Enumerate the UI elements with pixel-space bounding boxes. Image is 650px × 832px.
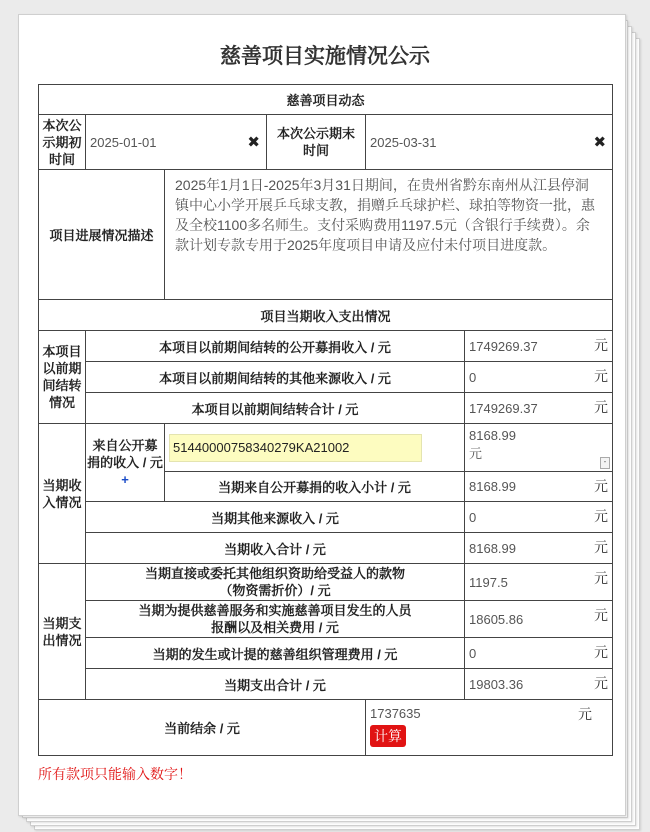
- expense-direct-amount[interactable]: [465, 564, 613, 601]
- amount-value: 8168.99: [469, 479, 516, 494]
- unit-label: 元: [594, 337, 609, 353]
- period-end-field[interactable]: [366, 115, 613, 170]
- calculate-button[interactable]: 计算: [370, 725, 406, 747]
- prior-total-label: 本项目以前期间结转合计 / 元: [86, 393, 465, 424]
- close-icon[interactable]: ✖: [593, 134, 607, 151]
- unit-label: 元: [594, 539, 609, 555]
- amount-value: 1737635: [370, 706, 421, 721]
- prior-group-label: 本项目以前期间结转情况: [39, 331, 86, 424]
- income-public-label-text: 来自公开募捐的收入 / 元: [87, 438, 163, 470]
- expense-total-amount[interactable]: [465, 669, 613, 700]
- amount-value: 8168.99: [469, 540, 516, 556]
- income-total-amount[interactable]: [465, 533, 613, 564]
- section-header-finance: 项目当期收入支出情况: [39, 300, 613, 331]
- amount-value: 18605.86: [469, 611, 524, 627]
- expense-direct-label: 当期直接或委托其他组织资助给受益人的款物（物资需折价）/ 元: [86, 564, 465, 601]
- income-group-label: 当期收入情况: [39, 424, 86, 564]
- period-start-label: 本次公示期初时间: [39, 115, 86, 170]
- unit-label: 元: [594, 675, 609, 691]
- amount-value: 0: [469, 645, 477, 661]
- prior-other-label: 本项目以前期间结转的其他来源收入 / 元: [86, 362, 465, 393]
- collapse-toggle[interactable]: -: [600, 457, 610, 469]
- expense-staff-label: 当期为提供慈善服务和实施慈善项目发生的人员报酬以及相关费用 / 元: [86, 601, 465, 638]
- prior-public-label: 本项目以前期间结转的公开募捐收入 / 元: [86, 331, 465, 362]
- income-public-code-cell: [165, 424, 465, 472]
- prior-total-amount[interactable]: [465, 393, 613, 424]
- page-title: 慈善项目实施情况公示: [220, 45, 430, 68]
- period-end-label: 本次公示期末时间: [267, 115, 366, 170]
- unit-label: 元: [594, 607, 609, 623]
- period-start-field[interactable]: [86, 115, 267, 170]
- progress-label: 项目进展情况描述: [39, 170, 165, 300]
- expense-total-label: 当期支出合计 / 元: [86, 669, 465, 700]
- income-public-subtotal-amount[interactable]: [465, 472, 613, 502]
- period-end-value: 2025-03-31: [370, 134, 437, 150]
- amount-value: 0: [469, 369, 477, 385]
- income-public-label: [86, 424, 165, 502]
- amount-value: 19803.36: [469, 676, 524, 692]
- section-header-dynamic: 慈善项目动态: [39, 85, 613, 115]
- expense-staff-amount[interactable]: [465, 601, 613, 638]
- unit-label: 元: [594, 368, 609, 384]
- unit-label: 元: [594, 644, 609, 660]
- charity-report-table: [38, 84, 613, 756]
- income-public-amount[interactable]: [465, 424, 613, 472]
- income-other-amount[interactable]: [465, 502, 613, 533]
- unit-label: 元: [578, 706, 593, 722]
- add-row-icon[interactable]: +: [121, 472, 129, 487]
- amount-value: 1749269.37: [469, 400, 538, 416]
- income-public-subtotal-label: 当期来自公开募捐的收入小计 / 元: [165, 472, 465, 502]
- fundraising-code-input[interactable]: 51440000758340279KA21002: [169, 434, 422, 462]
- income-total-label: 当期收入合计 / 元: [86, 533, 465, 564]
- period-start-value: 2025-01-01: [90, 134, 157, 150]
- amount-value: 0: [469, 509, 477, 525]
- unit-label: 元: [594, 478, 609, 494]
- progress-description[interactable]: 2025年1月1日-2025年3月31日期间，在贵州省黔东南州从江县停洞镇中心小学开展乒乓球支教，捐赠乒乓球护栏、球拍等物资一批，惠及全校1100多名师生。支付采购费用1197.5元（含银行手续费）。余款计划专款专用于2025年度项目申请及应付未付项目进度款。: [165, 170, 613, 300]
- expense-admin-amount[interactable]: [465, 638, 613, 669]
- balance-label: 当前结余 / 元: [39, 700, 366, 756]
- prior-other-amount[interactable]: [465, 362, 613, 393]
- amount-value: 8168.99: [469, 428, 516, 443]
- unit-label: 元: [594, 570, 609, 586]
- numeric-only-note: 所有款项只能输入数字！: [38, 766, 192, 782]
- expense-group-label: 当期支出情况: [39, 564, 86, 700]
- unit-label: 元: [594, 508, 609, 524]
- unit-label: 元: [469, 446, 483, 461]
- amount-value: 1197.5: [469, 574, 508, 590]
- prior-public-amount[interactable]: [465, 331, 613, 362]
- close-icon[interactable]: ✖: [247, 134, 260, 151]
- balance-amount: [366, 700, 613, 756]
- income-other-label: 当期其他来源收入 / 元: [86, 502, 465, 533]
- expense-admin-label: 当期的发生或计提的慈善组织管理费用 / 元: [86, 638, 465, 669]
- unit-label: 元: [594, 399, 609, 415]
- amount-value: 1749269.37: [469, 338, 538, 354]
